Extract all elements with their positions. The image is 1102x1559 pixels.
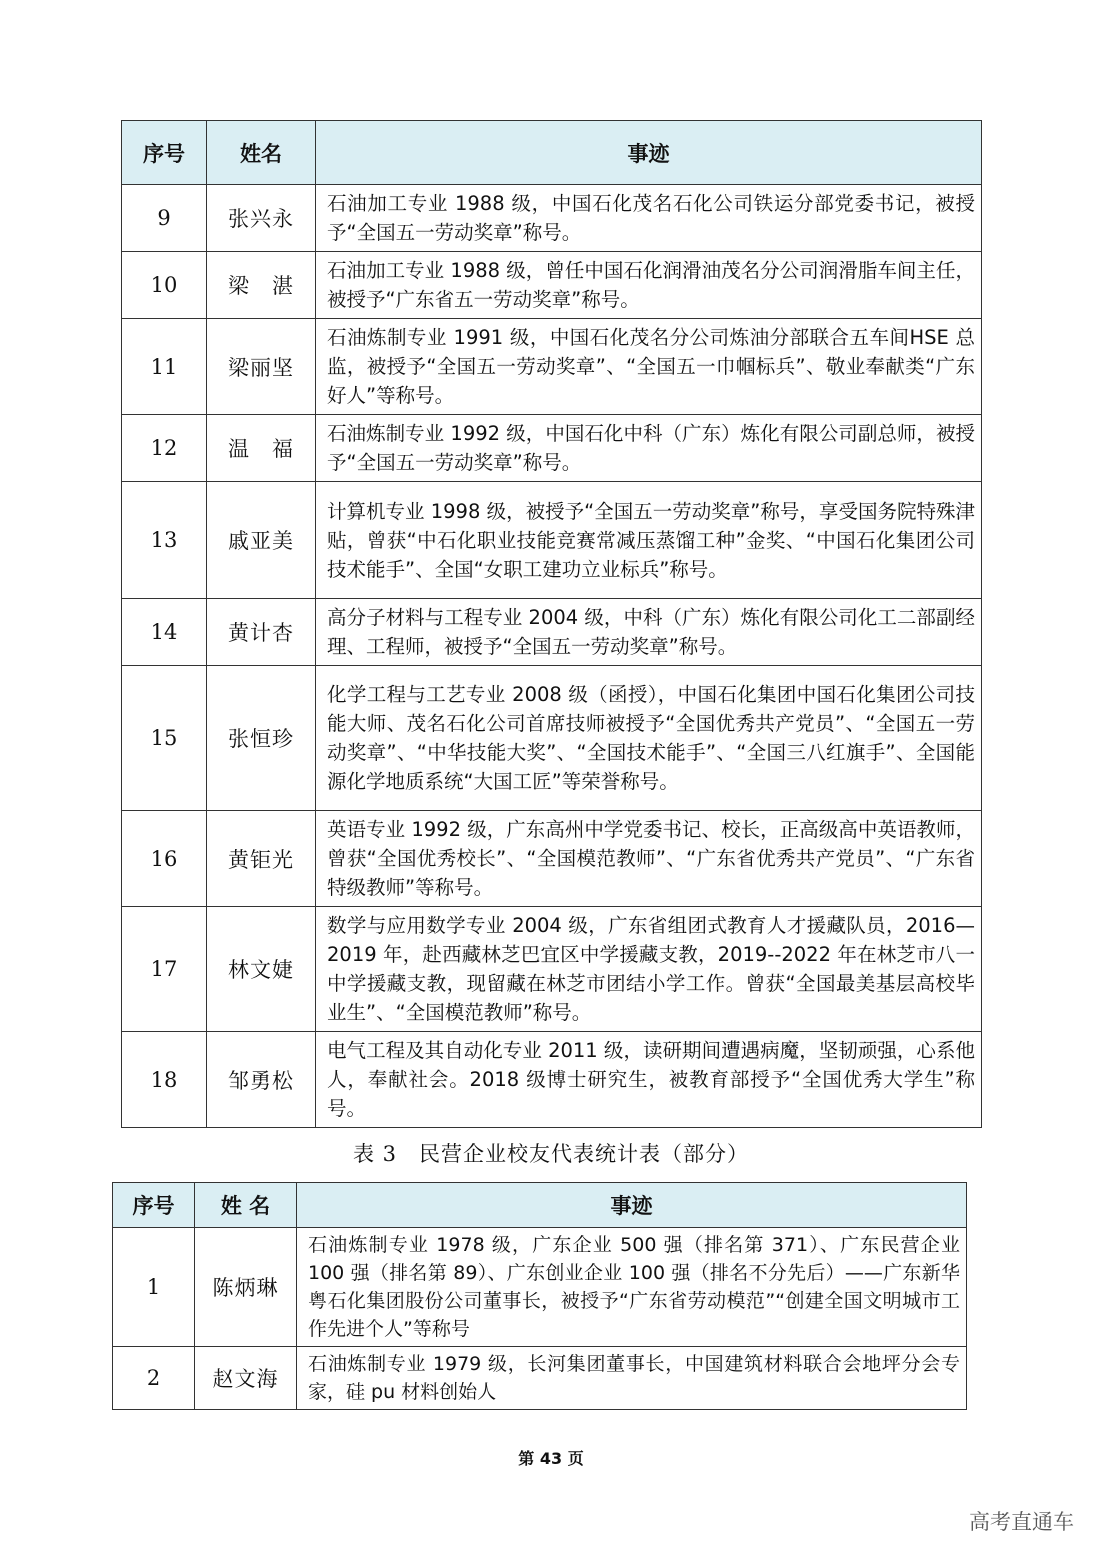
- table-header-row: [122, 121, 982, 185]
- row-deeds: 石油加工专业 1988 级，中国石化茂名石化公司铁运分部党委书记，被授予“全国五一劳动奖章”称号。: [316, 185, 982, 252]
- watermark: 高考直通车: [969, 1510, 1074, 1534]
- row-deeds: 石油炼制专业 1992 级，中国石化中科（广东）炼化有限公司副总师，被授予“全国五一劳动奖章”称号。: [316, 415, 982, 482]
- table-row: [122, 482, 982, 599]
- table-header-row: [113, 1183, 967, 1228]
- table-row: [122, 907, 982, 1032]
- header-index: 序号: [122, 121, 207, 185]
- row-index: 15: [122, 666, 207, 811]
- row-index: 1: [113, 1228, 195, 1347]
- row-deeds: 石油炼制专业 1979 级，长河集团董事长，中国建筑材料联合会地坪分会专家，硅 pu 材料创始人: [297, 1347, 967, 1410]
- row-name: 梁丽坚: [207, 319, 316, 415]
- row-name: 林文婕: [207, 907, 316, 1032]
- row-name: 赵文海: [195, 1347, 297, 1410]
- row-deeds: 石油炼制专业 1991 级，中国石化茂名分公司炼油分部联合五车间HSE 总监，被授予“全国五一劳动奖章”、“全国五一巾帼标兵”、敬业奉献类“广东好人”等称号。: [316, 319, 982, 415]
- header-name: 姓名: [207, 121, 316, 185]
- row-name: 张兴永: [207, 185, 316, 252]
- row-deeds: 计算机专业 1998 级，被授予“全国五一劳动奖章”称号，享受国务院特殊津贴，曾获“中石化职业技能竞赛常减压蒸馏工种”金奖、“中国石化集团公司技术能手”、全国“女职工建功立业标兵”称号。: [316, 482, 982, 599]
- table3-caption: 表 3 民营企业校友代表统计表（部分）: [352, 1142, 750, 1166]
- honor-alumni-table: [121, 120, 982, 1128]
- row-name: 黄计杏: [207, 599, 316, 666]
- header-deeds: 事迹: [316, 121, 982, 185]
- row-name: 张恒珍: [207, 666, 316, 811]
- header-name: 姓 名: [195, 1183, 297, 1228]
- row-deeds: 石油加工专业 1988 级，曾任中国石化润滑油茂名分公司润滑脂车间主任，被授予“广东省五一劳动奖章”称号。: [316, 252, 982, 319]
- row-index: 14: [122, 599, 207, 666]
- row-name: 梁 湛: [207, 252, 316, 319]
- row-index: 16: [122, 811, 207, 907]
- row-index: 11: [122, 319, 207, 415]
- table-row: [122, 1032, 982, 1128]
- row-index: 13: [122, 482, 207, 599]
- row-name: 邹勇松: [207, 1032, 316, 1128]
- header-index: 序号: [113, 1183, 195, 1228]
- row-deeds: 高分子材料与工程专业 2004 级，中科（广东）炼化有限公司化工二部副经理、工程师，被授予“全国五一劳动奖章”称号。: [316, 599, 982, 666]
- table-row: [122, 666, 982, 811]
- row-name: 黄钜光: [207, 811, 316, 907]
- row-deeds: 英语专业 1992 级，广东高州中学党委书记、校长，正高级高中英语教师，曾获“全国优秀校长”、“全国模范教师”、“广东省优秀共产党员”、“广东省特级教师”等称号。: [316, 811, 982, 907]
- row-index: 18: [122, 1032, 207, 1128]
- table-row: [122, 811, 982, 907]
- row-deeds: 数学与应用数学专业 2004 级，广东省组团式教育人才援藏队员，2016—2019 年，赴西藏林芝巴宜区中学援藏支教，2019--2022 年在林芝市八一中学援藏支教，现留藏在林芝市团结小学工作。曾获“全国最美基层高校毕业生”、“全国模范教师”称号。: [316, 907, 982, 1032]
- row-deeds: 电气工程及其自动化专业 2011 级，读研期间遭遇病魔，坚韧顽强，心系他人，奉献社会。2018 级博士研究生，被教育部授予“全国优秀大学生”称号。: [316, 1032, 982, 1128]
- private-enterprise-alumni-table: [112, 1182, 967, 1410]
- table-row: [122, 185, 982, 252]
- row-name: 戚亚美: [207, 482, 316, 599]
- row-index: 2: [113, 1347, 195, 1410]
- table-row: [113, 1347, 967, 1410]
- row-index: 12: [122, 415, 207, 482]
- row-name: 陈炳琳: [195, 1228, 297, 1347]
- header-deeds: 事迹: [297, 1183, 967, 1228]
- table-row: [122, 252, 982, 319]
- table-row: [122, 599, 982, 666]
- table-row: [122, 415, 982, 482]
- page-number: 第 43 页: [518, 1449, 584, 1468]
- row-deeds: 化学工程与工艺专业 2008 级（函授），中国石化集团中国石化集团公司技能大师、茂名石化公司首席技师被授予“全国优秀共产党员”、“全国五一劳动奖章”、“中华技能大奖”、“全国技术能手”、“全国三八红旗手”、全国能源化学地质系统“大国工匠”等荣誉称号。: [316, 666, 982, 811]
- row-index: 9: [122, 185, 207, 252]
- row-index: 17: [122, 907, 207, 1032]
- row-deeds: 石油炼制专业 1978 级，广东企业 500 强（排名第 371）、广东民营企业 100 强（排名第 89）、广东创业企业 100 强（排名不分先后）——广东新华粤石化集团股份公司董事长，被授予“广东省劳动模范”“创建全国文明城市工作先进个人”等称号: [297, 1228, 967, 1347]
- table-row: [113, 1228, 967, 1347]
- row-name: 温 福: [207, 415, 316, 482]
- table-row: [122, 319, 982, 415]
- row-index: 10: [122, 252, 207, 319]
